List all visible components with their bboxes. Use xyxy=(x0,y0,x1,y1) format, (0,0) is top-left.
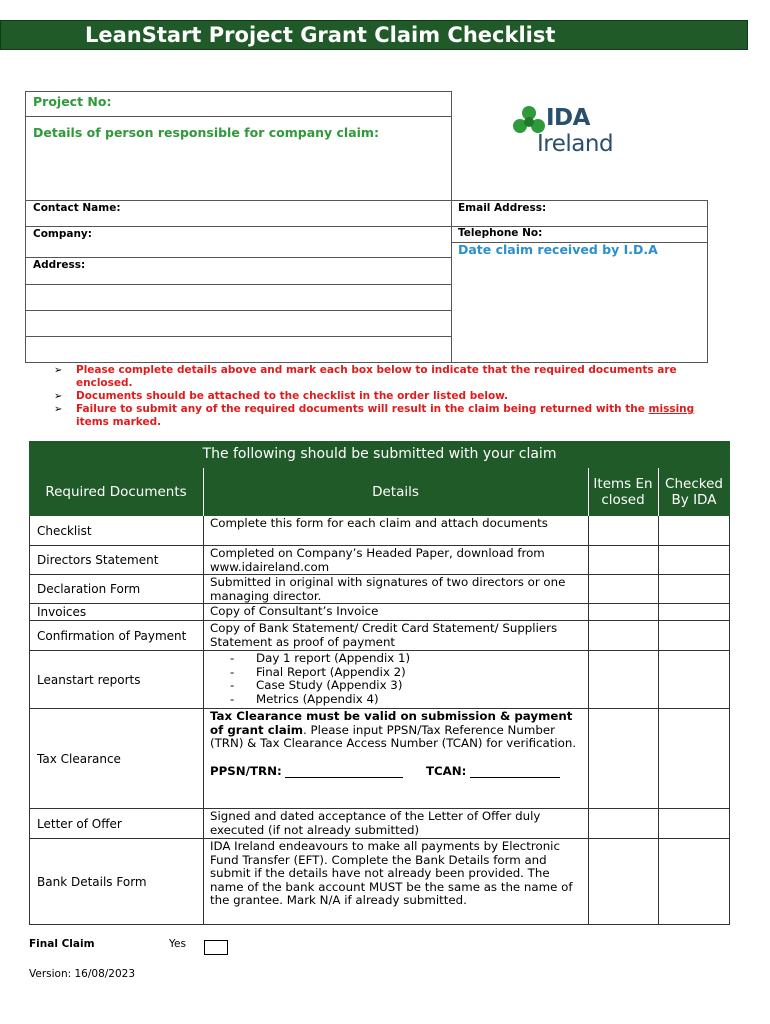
table-row xyxy=(29,621,730,651)
ida-checkbox[interactable] xyxy=(658,546,730,574)
row-document: Leanstart reports xyxy=(29,651,203,708)
enclosed-checkbox[interactable] xyxy=(588,709,658,808)
enclosed-checkbox[interactable] xyxy=(588,516,658,545)
project-no-label: Project No: xyxy=(33,94,112,109)
row-details xyxy=(203,651,588,708)
instruction-1: ➢ Please complete details above and mark each box below to indicate that the required documents are enclosed. xyxy=(54,364,677,389)
row-details: Completed on Company’s Headed Paper, download from www.idaireland.com xyxy=(203,546,588,574)
row-details: Complete this form for each claim and attach documents xyxy=(203,516,588,545)
address-field[interactable] xyxy=(25,257,452,285)
page-title: LeanStart Project Grant Claim Checklist xyxy=(0,20,748,50)
company-field[interactable] xyxy=(25,226,452,258)
list-item: - Final Report (Appendix 2) xyxy=(230,664,406,679)
table-row xyxy=(29,604,730,621)
row-details: IDA Ireland endeavours to make all payments by Electronic Fund Transfer (EFT). Complete the Bank Details form and submit if the details have not already been provided. The name of the bank account MUST be the same as the name of the grantee. Mark N/A if already submitted. xyxy=(203,839,588,924)
row-document: Bank Details Form xyxy=(29,839,203,924)
table-row xyxy=(29,839,730,925)
table-row xyxy=(29,651,730,709)
ida-checkbox[interactable] xyxy=(658,809,730,838)
enclosed-checkbox[interactable] xyxy=(588,604,658,620)
project-details-box xyxy=(25,91,452,201)
ida-checkbox[interactable] xyxy=(658,709,730,808)
date-received-box[interactable] xyxy=(451,242,708,363)
col-required-documents: Required Documents xyxy=(45,484,187,500)
instruction-2: ➢ Documents should be attached to the checklist in the order listed below. xyxy=(54,390,509,402)
row-document: Tax Clearance xyxy=(29,709,203,808)
email-label: Email Address: xyxy=(458,202,547,214)
enclosed-checkbox[interactable] xyxy=(588,575,658,603)
ida-checkbox[interactable] xyxy=(658,516,730,545)
row-details: Submitted in original with signatures of two directors or one managing director. xyxy=(203,575,588,603)
contact-name-field[interactable] xyxy=(25,200,452,227)
version-label: Version: 16/08/2023 xyxy=(29,968,136,980)
logo-mark: IDA xyxy=(546,105,590,131)
table-header xyxy=(29,468,730,516)
arrow-icon: ➢ xyxy=(54,365,63,376)
row-details: Tax Clearance must be valid on submission & payment of grant claim. Please input PPSN/Tax Reference Number (TRN) & Tax Clearance Access Number (TCAN) for verification. PPSN/TRN: TCAN: xyxy=(203,709,588,808)
details-label: Details of person responsible for company claim: xyxy=(33,125,379,140)
telephone-field[interactable] xyxy=(451,226,708,243)
final-claim-label: Final Claim xyxy=(29,938,95,950)
date-received-label: Date claim received by I.D.A xyxy=(458,242,658,257)
row-document: Letter of Offer xyxy=(29,809,203,838)
address-label: Address: xyxy=(33,259,86,271)
logo-sub: Ireland xyxy=(537,131,614,157)
final-claim-yes-checkbox[interactable] xyxy=(204,940,228,955)
enclosed-checkbox[interactable] xyxy=(588,621,658,650)
list-item: - Case Study (Appendix 3) xyxy=(230,678,403,692)
enclosed-checkbox[interactable] xyxy=(588,839,658,924)
instruction-3: ➢ Failure to submit any of the required documents will result in the claim being returned with the missing items marked. xyxy=(54,403,695,428)
instructions xyxy=(50,364,730,429)
col-items-enclosed: Items Enclosed xyxy=(593,476,653,508)
ppsn-label: PPSN/TRN xyxy=(210,763,277,778)
company-label: Company: xyxy=(33,228,92,240)
address-line-2[interactable] xyxy=(25,284,452,311)
enclosed-checkbox[interactable] xyxy=(588,809,658,838)
table-row xyxy=(29,709,730,809)
row-details: Copy of Bank Statement/ Credit Card Statement/ Suppliers Statement as proof of payment xyxy=(203,621,588,650)
list-item: - Metrics (Appendix 4) xyxy=(230,691,379,706)
table-row xyxy=(29,575,730,604)
table-row xyxy=(29,546,730,575)
arrow-icon: ➢ xyxy=(54,404,63,415)
table-banner: The following should be submitted with your claim xyxy=(29,441,730,468)
table-row xyxy=(29,516,730,546)
col-details: Details xyxy=(372,484,419,500)
ida-checkbox[interactable] xyxy=(658,575,730,603)
arrow-icon: ➢ xyxy=(54,391,63,402)
row-document: Checklist xyxy=(29,516,203,545)
col-checked-by-ida: Checked By IDA xyxy=(665,476,723,508)
telephone-label: Telephone No: xyxy=(458,227,543,239)
ida-checkbox[interactable] xyxy=(658,621,730,650)
ppsn-input[interactable] xyxy=(285,766,403,778)
address-line-3[interactable] xyxy=(25,310,452,337)
row-document: Directors Statement xyxy=(29,546,203,574)
tcan-label: TCAN xyxy=(425,763,462,778)
ida-ireland-logo xyxy=(512,103,622,163)
yes-label: Yes xyxy=(169,938,186,950)
ida-checkbox[interactable] xyxy=(658,839,730,924)
row-details: Copy of Consultant’s Invoice xyxy=(203,604,588,620)
row-document: Confirmation of Payment xyxy=(29,621,203,650)
enclosed-checkbox[interactable] xyxy=(588,546,658,574)
contact-name-label: Contact Name: xyxy=(33,202,121,214)
enclosed-checkbox[interactable] xyxy=(588,651,658,708)
address-line-4[interactable] xyxy=(25,336,452,363)
ida-checkbox[interactable] xyxy=(658,604,730,620)
list-item: - Day 1 report (Appendix 1) xyxy=(230,651,411,665)
row-document: Invoices xyxy=(29,604,203,620)
email-field[interactable] xyxy=(451,200,708,227)
table-row xyxy=(29,809,730,839)
tcan-input[interactable] xyxy=(470,766,560,778)
ida-checkbox[interactable] xyxy=(658,651,730,708)
row-document: Declaration Form xyxy=(29,575,203,603)
row-details: Signed and dated acceptance of the Letter of Offer duly executed (if not already submitted) xyxy=(203,809,588,838)
